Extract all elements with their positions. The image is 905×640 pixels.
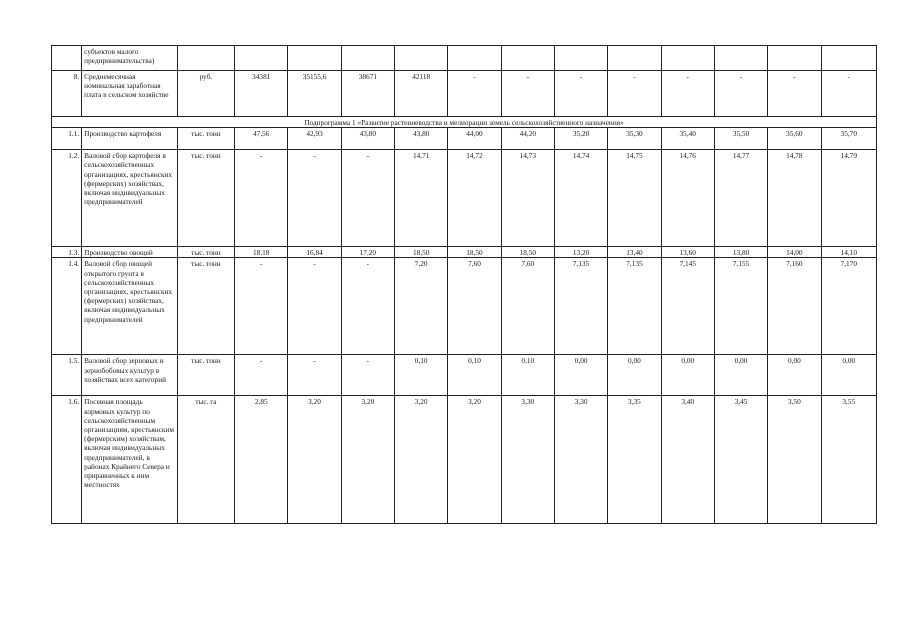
value-cell: 14,00	[768, 247, 821, 258]
value-cell: 0,00	[661, 355, 714, 396]
value-cell: 3,20	[448, 396, 501, 524]
indicators-table	[51, 45, 877, 524]
value-cell: 0,10	[448, 355, 501, 396]
value-cell: 35155,6	[288, 71, 341, 117]
value-cell: 0,00	[608, 355, 661, 396]
value-cell: 14,79	[821, 150, 876, 247]
unit-cell: тыс. тонн	[177, 355, 234, 396]
value-cell: 16,84	[288, 247, 341, 258]
value-cell: -	[821, 71, 876, 117]
value-cell: -	[608, 71, 661, 117]
value-cell: 3,35	[608, 396, 661, 524]
row-number-cell: 1.6.	[52, 396, 82, 524]
unit-cell: тыс. тонн	[177, 150, 234, 247]
value-cell: 0,10	[501, 355, 554, 396]
value-cell: 18,50	[448, 247, 501, 258]
value-cell: 3,40	[661, 396, 714, 524]
value-cell: 13,20	[554, 247, 607, 258]
section-title: Подпрограмма 1 «Развитие растениеводства и мелиорации земель сельскохозяйственного назначения»	[52, 117, 877, 128]
value-cell: 0,00	[554, 355, 607, 396]
value-cell: 14,76	[661, 150, 714, 247]
value-cell: 14,78	[768, 150, 821, 247]
table-row	[52, 71, 877, 117]
value-cell: 14,75	[608, 150, 661, 247]
value-cell: -	[288, 150, 341, 247]
table-row	[52, 258, 877, 355]
row-number-cell: 1.3.	[52, 247, 82, 258]
value-cell: -	[768, 71, 821, 117]
table-row	[52, 247, 877, 258]
row-number-cell: 8.	[52, 71, 82, 117]
value-cell: 44,20	[501, 128, 554, 150]
value-cell: 35,60	[768, 128, 821, 150]
value-cell: 3,20	[341, 396, 394, 524]
value-cell: 7,135	[554, 258, 607, 355]
value-cell: 35,20	[554, 128, 607, 150]
value-cell: -	[501, 71, 554, 117]
value-cell: 7,145	[661, 258, 714, 355]
value-cell: 3,20	[395, 396, 448, 524]
value-cell: -	[235, 150, 288, 247]
indicator-name-cell: Производство овощей	[82, 247, 178, 258]
value-cell: 35,70	[821, 128, 876, 150]
table-row	[52, 150, 877, 247]
unit-cell: тыс. тонн	[177, 128, 234, 150]
row-number-cell: 1.4.	[52, 258, 82, 355]
value-cell: 18,50	[501, 247, 554, 258]
value-cell: 0,00	[768, 355, 821, 396]
indicator-name-cell: Посевная площадь кормовых культур по сельскохозяйственным организациям, крестьянским (фермерским) хозяйствам, включая индивидуальных предпринимателей, в районах Крайнего Севера и приравненных к ним местностях	[82, 396, 178, 524]
value-cell: 14,74	[554, 150, 607, 247]
indicator-name-cell: Валовой сбор картофеля в сельскохозяйственных организациях, крестьянских (фермерских) хозяйствах, включая индивидуальных предпринимателей	[82, 150, 178, 247]
value-cell: 3,50	[768, 396, 821, 524]
value-cell: 17,20	[341, 247, 394, 258]
value-cell: 13,80	[714, 247, 767, 258]
value-cell: -	[235, 258, 288, 355]
value-cell: 42118	[395, 71, 448, 117]
indicator-name-cell: Валовой сбор овощей открытого грунта в сельскохозяйственных организациях, крестьянских (фермерских) хозяйствах, включая индивидуальных предпринимателей	[82, 258, 178, 355]
value-cell: 7,60	[448, 258, 501, 355]
value-cell: 44,00	[448, 128, 501, 150]
value-cell: 3,30	[554, 396, 607, 524]
table-row	[52, 128, 877, 150]
value-cell: 3,55	[821, 396, 876, 524]
value-cell: 14,71	[395, 150, 448, 247]
value-cell: 13,60	[661, 247, 714, 258]
value-cell: 13,40	[608, 247, 661, 258]
value-cell: 0,10	[395, 355, 448, 396]
value-cell: 38671	[341, 71, 394, 117]
unit-cell: тыс. га	[177, 396, 234, 524]
row-number-cell: 1.2.	[52, 150, 82, 247]
row-number-cell: 1.5.	[52, 355, 82, 396]
value-cell: -	[341, 150, 394, 247]
value-cell: 35,50	[714, 128, 767, 150]
value-cell: 14,77	[714, 150, 767, 247]
value-cell: 14,10	[821, 247, 876, 258]
value-cell: -	[714, 71, 767, 117]
row-number-cell: 1.1.	[52, 128, 82, 150]
value-cell: 35,30	[608, 128, 661, 150]
indicator-name-cell: Производство картофеля	[82, 128, 178, 150]
value-cell: 18,18	[235, 247, 288, 258]
unit-cell: руб.	[177, 71, 234, 117]
value-cell: -	[288, 355, 341, 396]
table-row	[52, 396, 877, 524]
indicator-name-cell: субъектов малого предпринимательства)	[82, 46, 178, 71]
indicator-name-cell: Валовой сбор зерновых и зернобобовых культур в хозяйствах всех категорий	[82, 355, 178, 396]
value-cell: 14,72	[448, 150, 501, 247]
value-cell: 0,00	[821, 355, 876, 396]
value-cell: 3,20	[288, 396, 341, 524]
value-cell: 14,73	[501, 150, 554, 247]
section-header-row	[52, 117, 877, 128]
value-cell: 7,60	[501, 258, 554, 355]
table-row	[52, 46, 877, 71]
table-row	[52, 355, 877, 396]
value-cell: 43,80	[341, 128, 394, 150]
value-cell: 7,20	[395, 258, 448, 355]
value-cell: 18,50	[395, 247, 448, 258]
value-cell: 7,135	[608, 258, 661, 355]
unit-cell: тыс. тонн	[177, 258, 234, 355]
value-cell: 2,85	[235, 396, 288, 524]
value-cell: 7,170	[821, 258, 876, 355]
value-cell: 7,160	[768, 258, 821, 355]
value-cell: -	[341, 258, 394, 355]
value-cell: 3,45	[714, 396, 767, 524]
unit-cell: тыс. тонн	[177, 247, 234, 258]
value-cell: 7,155	[714, 258, 767, 355]
value-cell: -	[341, 355, 394, 396]
value-cell: -	[288, 258, 341, 355]
value-cell: 42,93	[288, 128, 341, 150]
value-cell: -	[554, 71, 607, 117]
value-cell: 3,30	[501, 396, 554, 524]
value-cell: -	[235, 355, 288, 396]
value-cell: 0,00	[714, 355, 767, 396]
value-cell: -	[661, 71, 714, 117]
value-cell: 47,56	[235, 128, 288, 150]
value-cell: 35,40	[661, 128, 714, 150]
indicator-name-cell: Среднемесячная номинальная заработная плата в сельском хозяйстве	[82, 71, 178, 117]
value-cell: 43,80	[395, 128, 448, 150]
row-number-cell	[52, 46, 82, 71]
value-cell: 34381	[235, 71, 288, 117]
value-cell: -	[448, 71, 501, 117]
